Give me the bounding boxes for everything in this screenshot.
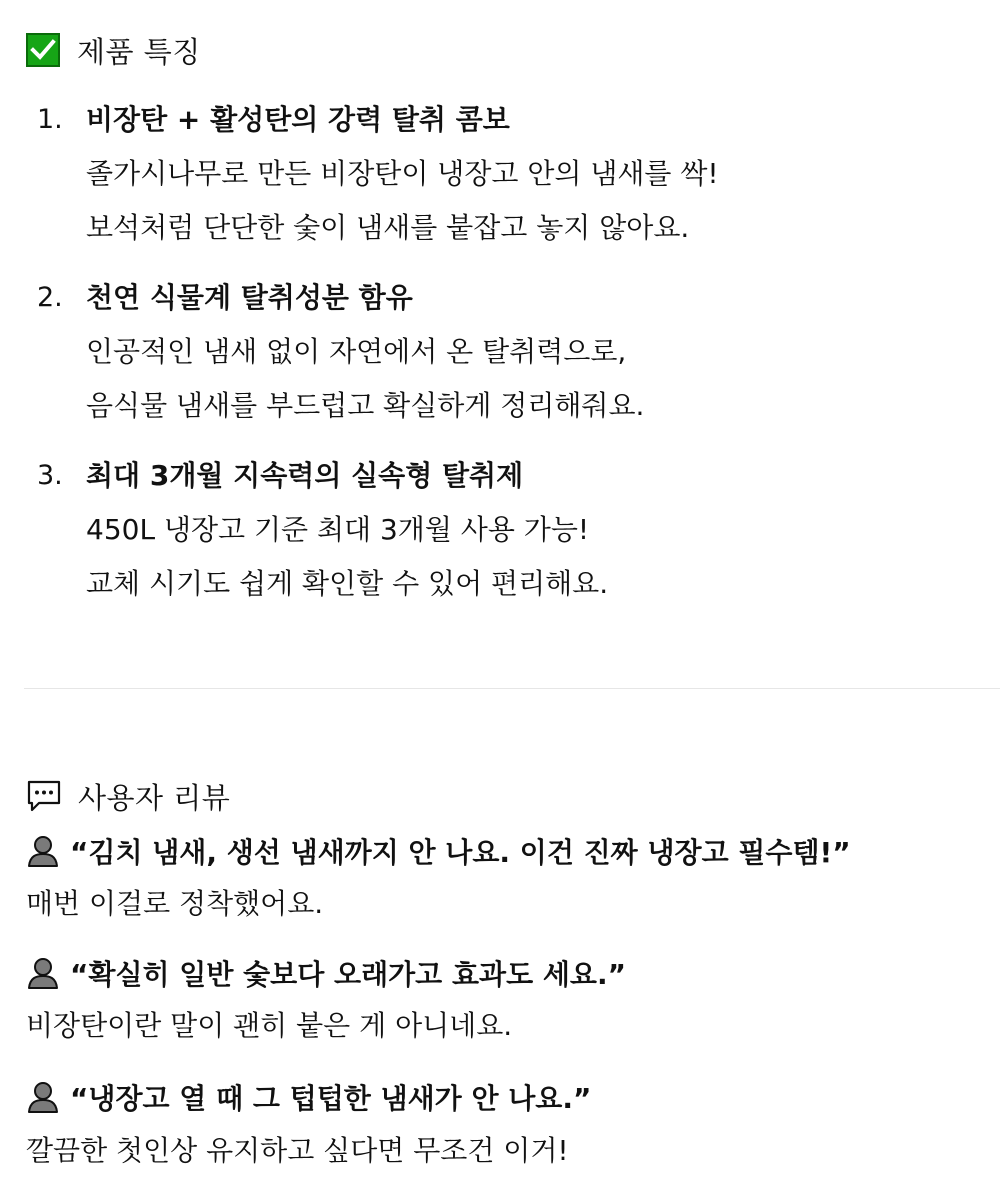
- review-quote-text: “확실히 일반 숯보다 오래가고 효과도 세요.”: [70, 958, 626, 991]
- reviews-heading: [26, 776, 230, 816]
- feature-description-line: 인공적인 냄새 없이 자연에서 온 탈취력으로,: [86, 335, 627, 368]
- features-heading: [26, 30, 201, 70]
- feature-title: 최대 3개월 지속력의 실속형 탈취제: [86, 459, 524, 492]
- review-comment: 깔끔한 첫인상 유지하고 싶다면 무조건 이거!: [26, 1134, 569, 1167]
- person-icon: [26, 834, 60, 868]
- review-quote-text: “김치 냄새, 생선 냄새까지 안 나요. 이건 진짜 냉장고 필수템!”: [70, 836, 851, 869]
- review-quote-text: “냉장고 열 때 그 텁텁한 냄새가 안 나요.”: [70, 1082, 592, 1115]
- feature-title: 천연 식물계 탈취성분 함유: [86, 281, 413, 314]
- speech-bubble-icon: [26, 779, 62, 813]
- reviews-heading-label: 사용자 리뷰: [78, 780, 231, 815]
- person-icon: [26, 956, 60, 990]
- section-divider: [24, 688, 1000, 689]
- feature-number: 3.: [37, 460, 63, 491]
- check-mark-icon: [26, 33, 60, 67]
- features-heading-label: 제품 특징: [77, 34, 201, 69]
- feature-description-line: 음식물 냄새를 부드럽고 확실하게 정리해줘요.: [86, 389, 645, 422]
- feature-description-line: 보석처럼 단단한 숯이 냄새를 붙잡고 놓지 않아요.: [86, 211, 690, 244]
- feature-description-line: 졸가시나무로 만든 비장탄이 냉장고 안의 냄새를 싹!: [86, 157, 719, 190]
- feature-title: 비장탄 + 활성탄의 강력 탈취 콤보: [86, 103, 510, 136]
- person-icon: [26, 1080, 60, 1114]
- feature-number: 2.: [37, 282, 63, 313]
- review-quote: [26, 831, 851, 871]
- review-comment: 매번 이걸로 정착했어요.: [26, 887, 324, 920]
- feature-number: 1.: [37, 104, 63, 135]
- review-quote: [26, 953, 626, 993]
- review-comment: 비장탄이란 말이 괜히 붙은 게 아니네요.: [26, 1009, 513, 1042]
- feature-description-line: 교체 시기도 쉽게 확인할 수 있어 편리해요.: [86, 567, 609, 600]
- review-quote: [26, 1077, 591, 1117]
- feature-description-line: 450L 냉장고 기준 최대 3개월 사용 가능!: [86, 513, 590, 546]
